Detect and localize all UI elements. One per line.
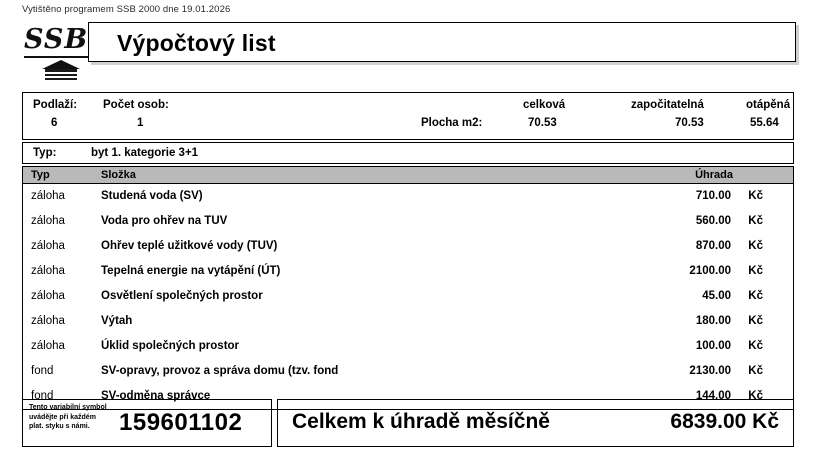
floor-label: Podlaží:	[33, 99, 78, 111]
column-header-payment: Úhrada	[695, 169, 733, 181]
row-item: Ohřev teplé užitkové vody (TUV)	[101, 240, 278, 252]
row-currency: Kč	[748, 365, 763, 377]
row-type: fond	[31, 365, 54, 377]
row-type: záloha	[31, 240, 65, 252]
total-payment-label: Celkem k úhradě měsíčně	[292, 410, 550, 433]
floor-value: 6	[51, 117, 58, 129]
variable-symbol-note: Tento variabilní symbol uvádějte při každém plat. styku s námi.	[29, 404, 107, 430]
total-payment-value: 6839.00 Kč	[670, 410, 779, 433]
row-amount: 100.00	[695, 340, 731, 352]
payments-table	[22, 166, 794, 410]
title-band	[22, 22, 794, 64]
row-item: Osvětlení společných prostor	[101, 290, 263, 302]
row-amount: 870.00	[695, 240, 731, 252]
row-currency: Kč	[748, 290, 763, 302]
row-type: záloha	[31, 340, 65, 352]
column-header-item: Složka	[101, 169, 136, 181]
row-type: záloha	[31, 315, 65, 327]
apartment-type-label: Typ:	[33, 147, 57, 159]
building-icon	[42, 60, 80, 82]
total-payment-box	[277, 399, 794, 447]
row-amount: 2100.00	[689, 265, 731, 277]
row-item: SV-odměna správce	[101, 390, 211, 402]
row-item: Výtah	[101, 315, 133, 327]
building-body-shape	[45, 69, 77, 80]
area-label: Plocha m2:	[421, 117, 483, 129]
table-row	[23, 184, 793, 209]
column-header-type: Typ	[31, 169, 50, 181]
table-row	[23, 359, 793, 384]
persons-value: 1	[137, 117, 144, 129]
row-currency: Kč	[748, 265, 763, 277]
table-header-row	[23, 166, 793, 184]
variable-symbol-number: 159601102	[119, 409, 243, 436]
row-item: Tepelná energie na vytápění (ÚT)	[101, 265, 281, 277]
area-total-value: 70.53	[528, 117, 557, 129]
page-title: Výpočtový list	[117, 30, 276, 56]
table-row	[23, 209, 793, 234]
building-line-2	[45, 76, 77, 78]
area-heated-value: 55.64	[750, 117, 779, 129]
property-info-box	[22, 92, 794, 140]
row-item: Voda pro ohřev na TUV	[101, 215, 228, 227]
row-type: záloha	[31, 215, 65, 227]
print-info-line: Vytištěno programem SSB 2000 dne 19.01.2026	[22, 4, 231, 15]
building-roof-shape	[42, 60, 80, 69]
table-row	[23, 284, 793, 309]
row-item: Úklid společných prostor	[101, 340, 240, 352]
variable-symbol-box	[22, 399, 272, 447]
row-item: Studená voda (SV)	[101, 190, 203, 202]
area-countable-value: 70.53	[675, 117, 704, 129]
row-currency: Kč	[748, 190, 763, 202]
title-box	[88, 22, 796, 62]
row-type: záloha	[31, 190, 65, 202]
row-amount: 2130.00	[689, 365, 731, 377]
row-type: záloha	[31, 290, 65, 302]
row-type: záloha	[31, 265, 65, 277]
row-currency: Kč	[748, 340, 763, 352]
building-line-1	[45, 72, 77, 74]
row-amount: 560.00	[695, 215, 731, 227]
row-item: SV-opravy, provoz a správa domu (tzv. fond	[101, 365, 339, 377]
row-type: fond	[31, 390, 54, 402]
row-amount: 710.00	[695, 190, 731, 202]
row-currency: Kč	[748, 240, 763, 252]
row-amount: 180.00	[695, 315, 731, 327]
row-amount: 45.00	[702, 290, 731, 302]
table-row	[23, 259, 793, 284]
table-row	[23, 234, 793, 259]
area-heated-label: otápěná	[746, 99, 791, 111]
row-currency: Kč	[748, 315, 763, 327]
row-amount: 144.00	[695, 390, 731, 402]
ssb-logo-text: SSB	[24, 24, 89, 55]
persons-label: Počet osob:	[103, 99, 169, 111]
apartment-type-value: byt 1. kategorie 3+1	[91, 147, 199, 159]
area-total-label: celková	[523, 99, 566, 111]
row-currency: Kč	[748, 215, 763, 227]
logo-underline	[24, 56, 98, 58]
table-row	[23, 309, 793, 334]
row-currency: Kč	[748, 390, 763, 402]
table-row	[23, 334, 793, 359]
apartment-type-box	[22, 142, 794, 164]
area-countable-label: započitatelná	[631, 99, 704, 111]
